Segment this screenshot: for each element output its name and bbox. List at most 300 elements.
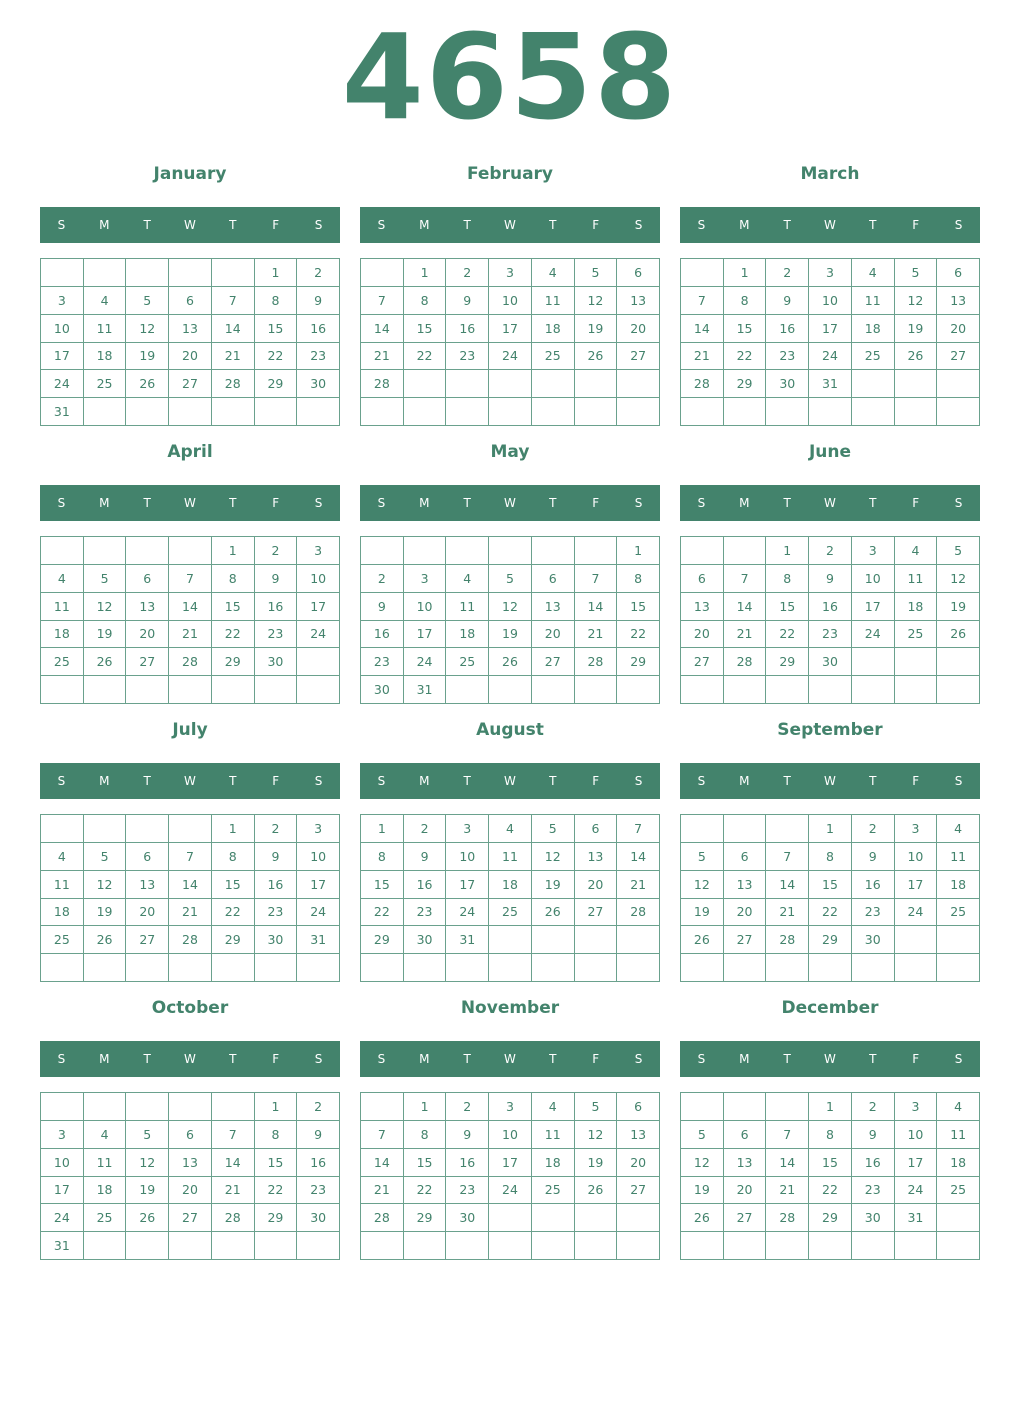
empty-cell bbox=[724, 676, 767, 704]
empty-cell bbox=[852, 676, 895, 704]
day-cell: 31 bbox=[809, 370, 852, 398]
day-cell: 12 bbox=[489, 593, 532, 621]
day-cell: 15 bbox=[404, 315, 447, 343]
day-cell: 16 bbox=[852, 1149, 895, 1177]
day-cell: 3 bbox=[895, 1093, 938, 1121]
empty-cell bbox=[489, 954, 532, 982]
weekday-label: W bbox=[184, 774, 196, 788]
day-cell: 3 bbox=[297, 815, 340, 843]
weekday-label: M bbox=[99, 218, 110, 232]
day-cell: 13 bbox=[681, 593, 724, 621]
day-cell: 22 bbox=[404, 343, 447, 371]
day-cell: 22 bbox=[809, 1177, 852, 1205]
weekday-label: S bbox=[697, 496, 706, 510]
day-cell: 9 bbox=[255, 843, 298, 871]
empty-cell bbox=[575, 398, 618, 426]
day-cell: 29 bbox=[724, 370, 767, 398]
day-cell: 12 bbox=[681, 871, 724, 899]
empty-cell bbox=[404, 537, 447, 565]
day-cell: 29 bbox=[809, 1204, 852, 1232]
day-cell: 19 bbox=[681, 899, 724, 927]
day-cell: 27 bbox=[575, 899, 618, 927]
day-cell: 20 bbox=[169, 1177, 212, 1205]
empty-cell bbox=[169, 537, 212, 565]
day-cell: 13 bbox=[532, 593, 575, 621]
empty-cell bbox=[937, 1232, 980, 1260]
weekday-label: F bbox=[592, 1052, 600, 1066]
weekday-label: F bbox=[272, 496, 280, 510]
weekday-label: T bbox=[783, 774, 791, 788]
day-cell: 4 bbox=[895, 537, 938, 565]
weekday-label: T bbox=[549, 218, 557, 232]
month-december bbox=[680, 992, 980, 1260]
day-cell: 15 bbox=[255, 1149, 298, 1177]
day-cell: 1 bbox=[404, 259, 447, 287]
day-grid bbox=[360, 1092, 660, 1260]
day-cell: 21 bbox=[361, 343, 404, 371]
empty-cell bbox=[41, 815, 84, 843]
day-cell: 21 bbox=[575, 621, 618, 649]
empty-cell bbox=[852, 1232, 895, 1260]
empty-cell bbox=[937, 398, 980, 426]
day-cell: 5 bbox=[937, 537, 980, 565]
day-cell: 30 bbox=[255, 648, 298, 676]
empty-cell bbox=[724, 1232, 767, 1260]
day-cell: 10 bbox=[297, 565, 340, 593]
day-cell: 15 bbox=[724, 315, 767, 343]
day-cell: 1 bbox=[809, 815, 852, 843]
empty-cell bbox=[937, 926, 980, 954]
weekday-label: F bbox=[912, 496, 920, 510]
month-name: July bbox=[172, 720, 208, 740]
day-cell: 16 bbox=[852, 871, 895, 899]
empty-cell bbox=[766, 676, 809, 704]
day-cell: 18 bbox=[84, 1177, 127, 1205]
empty-cell bbox=[724, 398, 767, 426]
weekday-label: T bbox=[229, 1052, 237, 1066]
empty-cell bbox=[126, 1093, 169, 1121]
month-january bbox=[40, 158, 340, 426]
month-name: August bbox=[476, 720, 544, 740]
empty-cell bbox=[297, 398, 340, 426]
day-cell: 11 bbox=[84, 1149, 127, 1177]
empty-cell bbox=[895, 648, 938, 676]
day-cell: 20 bbox=[617, 315, 660, 343]
empty-cell bbox=[84, 954, 127, 982]
weekday-header bbox=[360, 763, 660, 799]
day-cell: 18 bbox=[852, 315, 895, 343]
weekday-label: S bbox=[954, 774, 963, 788]
day-cell: 25 bbox=[446, 648, 489, 676]
day-cell: 12 bbox=[937, 565, 980, 593]
weekday-label: F bbox=[912, 218, 920, 232]
day-cell: 24 bbox=[297, 899, 340, 927]
empty-cell bbox=[852, 398, 895, 426]
day-cell: 22 bbox=[212, 899, 255, 927]
empty-cell bbox=[766, 1232, 809, 1260]
day-cell: 13 bbox=[169, 1149, 212, 1177]
day-cell: 13 bbox=[126, 593, 169, 621]
day-grid bbox=[680, 1092, 980, 1260]
day-cell: 31 bbox=[446, 926, 489, 954]
empty-cell bbox=[681, 259, 724, 287]
day-cell: 15 bbox=[809, 871, 852, 899]
weekday-header bbox=[680, 485, 980, 521]
day-cell: 4 bbox=[852, 259, 895, 287]
day-cell: 6 bbox=[169, 1121, 212, 1149]
weekday-label: W bbox=[184, 1052, 196, 1066]
day-cell: 25 bbox=[895, 621, 938, 649]
day-cell: 23 bbox=[852, 1177, 895, 1205]
day-cell: 30 bbox=[852, 926, 895, 954]
day-cell: 15 bbox=[404, 1149, 447, 1177]
empty-cell bbox=[617, 398, 660, 426]
empty-cell bbox=[766, 815, 809, 843]
day-cell: 19 bbox=[532, 871, 575, 899]
empty-cell bbox=[255, 398, 298, 426]
day-cell: 20 bbox=[724, 1177, 767, 1205]
day-cell: 5 bbox=[126, 1121, 169, 1149]
empty-cell bbox=[84, 398, 127, 426]
empty-cell bbox=[681, 954, 724, 982]
day-cell: 2 bbox=[297, 259, 340, 287]
weekday-label: S bbox=[697, 774, 706, 788]
day-cell: 16 bbox=[255, 593, 298, 621]
day-cell: 8 bbox=[404, 287, 447, 315]
day-cell: 7 bbox=[169, 843, 212, 871]
day-cell: 24 bbox=[895, 899, 938, 927]
day-cell: 19 bbox=[937, 593, 980, 621]
empty-cell bbox=[852, 648, 895, 676]
day-cell: 1 bbox=[255, 1093, 298, 1121]
weekday-label: T bbox=[463, 774, 471, 788]
day-cell: 20 bbox=[724, 899, 767, 927]
empty-cell bbox=[212, 398, 255, 426]
day-cell: 26 bbox=[681, 1204, 724, 1232]
day-cell: 3 bbox=[489, 259, 532, 287]
weekday-label: T bbox=[869, 1052, 877, 1066]
day-cell: 2 bbox=[809, 537, 852, 565]
day-cell: 17 bbox=[489, 315, 532, 343]
day-cell: 1 bbox=[404, 1093, 447, 1121]
day-cell: 18 bbox=[84, 343, 127, 371]
day-cell: 4 bbox=[489, 815, 532, 843]
day-cell: 21 bbox=[766, 899, 809, 927]
empty-cell bbox=[532, 537, 575, 565]
day-cell: 8 bbox=[212, 565, 255, 593]
empty-cell bbox=[489, 926, 532, 954]
day-cell: 3 bbox=[446, 815, 489, 843]
day-cell: 2 bbox=[446, 1093, 489, 1121]
weekday-label: S bbox=[634, 774, 643, 788]
day-cell: 21 bbox=[212, 343, 255, 371]
empty-cell bbox=[852, 954, 895, 982]
weekday-label: W bbox=[504, 1052, 516, 1066]
empty-cell bbox=[617, 954, 660, 982]
day-cell: 11 bbox=[937, 1121, 980, 1149]
day-cell: 31 bbox=[895, 1204, 938, 1232]
day-cell: 1 bbox=[724, 259, 767, 287]
empty-cell bbox=[895, 926, 938, 954]
weekday-label: T bbox=[229, 496, 237, 510]
day-cell: 17 bbox=[809, 315, 852, 343]
weekday-label: M bbox=[739, 496, 750, 510]
day-cell: 23 bbox=[446, 343, 489, 371]
day-cell: 8 bbox=[255, 287, 298, 315]
day-cell: 28 bbox=[617, 899, 660, 927]
empty-cell bbox=[361, 537, 404, 565]
day-cell: 20 bbox=[126, 899, 169, 927]
day-cell: 27 bbox=[937, 343, 980, 371]
empty-cell bbox=[361, 1093, 404, 1121]
weekday-label: T bbox=[783, 1052, 791, 1066]
day-cell: 15 bbox=[809, 1149, 852, 1177]
day-cell: 11 bbox=[532, 1121, 575, 1149]
day-cell: 24 bbox=[489, 343, 532, 371]
empty-cell bbox=[724, 537, 767, 565]
day-cell: 5 bbox=[575, 1093, 618, 1121]
day-cell: 6 bbox=[532, 565, 575, 593]
weekday-label: S bbox=[314, 1052, 323, 1066]
day-grid bbox=[680, 536, 980, 704]
day-cell: 11 bbox=[446, 593, 489, 621]
day-cell: 30 bbox=[297, 370, 340, 398]
month-grid bbox=[40, 158, 980, 1260]
weekday-label: T bbox=[463, 496, 471, 510]
empty-cell bbox=[532, 1204, 575, 1232]
day-cell: 17 bbox=[297, 871, 340, 899]
day-cell: 10 bbox=[489, 287, 532, 315]
weekday-label: S bbox=[314, 496, 323, 510]
day-cell: 22 bbox=[361, 899, 404, 927]
day-cell: 9 bbox=[297, 1121, 340, 1149]
day-cell: 25 bbox=[532, 343, 575, 371]
day-cell: 27 bbox=[126, 926, 169, 954]
day-cell: 23 bbox=[404, 899, 447, 927]
day-cell: 13 bbox=[575, 843, 618, 871]
empty-cell bbox=[84, 676, 127, 704]
empty-cell bbox=[766, 1093, 809, 1121]
day-cell: 26 bbox=[575, 1177, 618, 1205]
day-cell: 29 bbox=[809, 926, 852, 954]
empty-cell bbox=[489, 1232, 532, 1260]
day-cell: 6 bbox=[126, 565, 169, 593]
day-grid bbox=[40, 258, 340, 426]
day-cell: 13 bbox=[724, 871, 767, 899]
day-cell: 6 bbox=[169, 287, 212, 315]
day-cell: 27 bbox=[617, 343, 660, 371]
day-cell: 31 bbox=[297, 926, 340, 954]
empty-cell bbox=[937, 954, 980, 982]
day-cell: 14 bbox=[361, 1149, 404, 1177]
day-cell: 28 bbox=[212, 370, 255, 398]
empty-cell bbox=[532, 1232, 575, 1260]
empty-cell bbox=[681, 676, 724, 704]
day-cell: 30 bbox=[361, 676, 404, 704]
day-cell: 26 bbox=[84, 926, 127, 954]
day-cell: 7 bbox=[766, 843, 809, 871]
day-cell: 5 bbox=[126, 287, 169, 315]
day-cell: 19 bbox=[895, 315, 938, 343]
day-cell: 28 bbox=[169, 926, 212, 954]
empty-cell bbox=[681, 398, 724, 426]
day-cell: 21 bbox=[169, 899, 212, 927]
day-cell: 6 bbox=[126, 843, 169, 871]
weekday-header bbox=[680, 1041, 980, 1077]
day-cell: 3 bbox=[404, 565, 447, 593]
month-november bbox=[360, 992, 660, 1260]
day-cell: 23 bbox=[852, 899, 895, 927]
day-cell: 30 bbox=[766, 370, 809, 398]
weekday-label: M bbox=[419, 218, 430, 232]
weekday-label: T bbox=[463, 1052, 471, 1066]
weekday-label: S bbox=[634, 1052, 643, 1066]
weekday-label: W bbox=[504, 774, 516, 788]
empty-cell bbox=[126, 537, 169, 565]
empty-cell bbox=[532, 954, 575, 982]
empty-cell bbox=[297, 676, 340, 704]
day-cell: 3 bbox=[41, 287, 84, 315]
day-cell: 18 bbox=[41, 899, 84, 927]
day-cell: 28 bbox=[361, 370, 404, 398]
day-cell: 17 bbox=[895, 1149, 938, 1177]
day-cell: 23 bbox=[446, 1177, 489, 1205]
empty-cell bbox=[681, 1093, 724, 1121]
weekday-label: M bbox=[99, 496, 110, 510]
day-cell: 10 bbox=[41, 315, 84, 343]
day-cell: 29 bbox=[212, 648, 255, 676]
day-cell: 10 bbox=[404, 593, 447, 621]
day-cell: 8 bbox=[724, 287, 767, 315]
day-cell: 13 bbox=[617, 1121, 660, 1149]
empty-cell bbox=[255, 1232, 298, 1260]
day-cell: 16 bbox=[361, 621, 404, 649]
day-cell: 15 bbox=[766, 593, 809, 621]
day-cell: 28 bbox=[361, 1204, 404, 1232]
day-cell: 3 bbox=[297, 537, 340, 565]
day-cell: 15 bbox=[255, 315, 298, 343]
empty-cell bbox=[852, 370, 895, 398]
day-cell: 1 bbox=[212, 537, 255, 565]
day-cell: 4 bbox=[446, 565, 489, 593]
day-cell: 12 bbox=[532, 843, 575, 871]
day-cell: 5 bbox=[895, 259, 938, 287]
weekday-label: T bbox=[869, 218, 877, 232]
weekday-label: M bbox=[419, 496, 430, 510]
empty-cell bbox=[895, 676, 938, 704]
weekday-label: F bbox=[592, 774, 600, 788]
weekday-label: S bbox=[57, 1052, 66, 1066]
day-cell: 29 bbox=[255, 370, 298, 398]
day-cell: 2 bbox=[852, 815, 895, 843]
empty-cell bbox=[575, 1232, 618, 1260]
day-cell: 17 bbox=[297, 593, 340, 621]
day-cell: 19 bbox=[681, 1177, 724, 1205]
day-cell: 17 bbox=[446, 871, 489, 899]
day-cell: 26 bbox=[681, 926, 724, 954]
day-cell: 4 bbox=[937, 1093, 980, 1121]
day-grid bbox=[680, 814, 980, 982]
day-cell: 14 bbox=[681, 315, 724, 343]
day-cell: 23 bbox=[809, 621, 852, 649]
weekday-label: T bbox=[143, 1052, 151, 1066]
weekday-label: F bbox=[272, 774, 280, 788]
weekday-header bbox=[40, 1041, 340, 1077]
day-cell: 17 bbox=[41, 343, 84, 371]
year-title: 4658 bbox=[341, 8, 679, 146]
day-cell: 1 bbox=[255, 259, 298, 287]
empty-cell bbox=[212, 259, 255, 287]
day-cell: 19 bbox=[84, 899, 127, 927]
day-cell: 14 bbox=[766, 871, 809, 899]
empty-cell bbox=[575, 1204, 618, 1232]
day-cell: 5 bbox=[681, 843, 724, 871]
day-cell: 1 bbox=[212, 815, 255, 843]
empty-cell bbox=[766, 954, 809, 982]
day-cell: 6 bbox=[617, 259, 660, 287]
day-cell: 6 bbox=[681, 565, 724, 593]
day-cell: 26 bbox=[489, 648, 532, 676]
day-cell: 12 bbox=[84, 593, 127, 621]
day-cell: 31 bbox=[41, 398, 84, 426]
day-cell: 21 bbox=[617, 871, 660, 899]
weekday-label: T bbox=[869, 774, 877, 788]
day-cell: 20 bbox=[532, 621, 575, 649]
day-cell: 12 bbox=[575, 287, 618, 315]
day-cell: 28 bbox=[724, 648, 767, 676]
day-cell: 19 bbox=[126, 1177, 169, 1205]
day-cell: 9 bbox=[255, 565, 298, 593]
day-cell: 9 bbox=[297, 287, 340, 315]
empty-cell bbox=[617, 1232, 660, 1260]
day-grid bbox=[360, 258, 660, 426]
day-cell: 19 bbox=[126, 343, 169, 371]
weekday-label: T bbox=[229, 774, 237, 788]
weekday-label: S bbox=[57, 218, 66, 232]
day-cell: 20 bbox=[169, 343, 212, 371]
day-cell: 13 bbox=[724, 1149, 767, 1177]
empty-cell bbox=[169, 676, 212, 704]
day-cell: 29 bbox=[617, 648, 660, 676]
empty-cell bbox=[937, 1204, 980, 1232]
day-cell: 1 bbox=[361, 815, 404, 843]
day-cell: 4 bbox=[532, 1093, 575, 1121]
weekday-label: S bbox=[377, 1052, 386, 1066]
day-cell: 23 bbox=[255, 899, 298, 927]
day-cell: 21 bbox=[724, 621, 767, 649]
day-cell: 29 bbox=[361, 926, 404, 954]
day-cell: 3 bbox=[852, 537, 895, 565]
day-cell: 21 bbox=[169, 621, 212, 649]
day-cell: 11 bbox=[852, 287, 895, 315]
day-cell: 25 bbox=[852, 343, 895, 371]
day-cell: 23 bbox=[297, 343, 340, 371]
empty-cell bbox=[297, 1232, 340, 1260]
empty-cell bbox=[361, 1232, 404, 1260]
weekday-label: T bbox=[143, 774, 151, 788]
day-cell: 28 bbox=[766, 1204, 809, 1232]
empty-cell bbox=[895, 954, 938, 982]
day-cell: 7 bbox=[575, 565, 618, 593]
month-june bbox=[680, 436, 980, 704]
day-cell: 18 bbox=[532, 315, 575, 343]
empty-cell bbox=[489, 370, 532, 398]
day-cell: 13 bbox=[126, 871, 169, 899]
weekday-label: W bbox=[824, 218, 836, 232]
day-cell: 20 bbox=[681, 621, 724, 649]
empty-cell bbox=[297, 954, 340, 982]
month-name: November bbox=[460, 998, 560, 1018]
